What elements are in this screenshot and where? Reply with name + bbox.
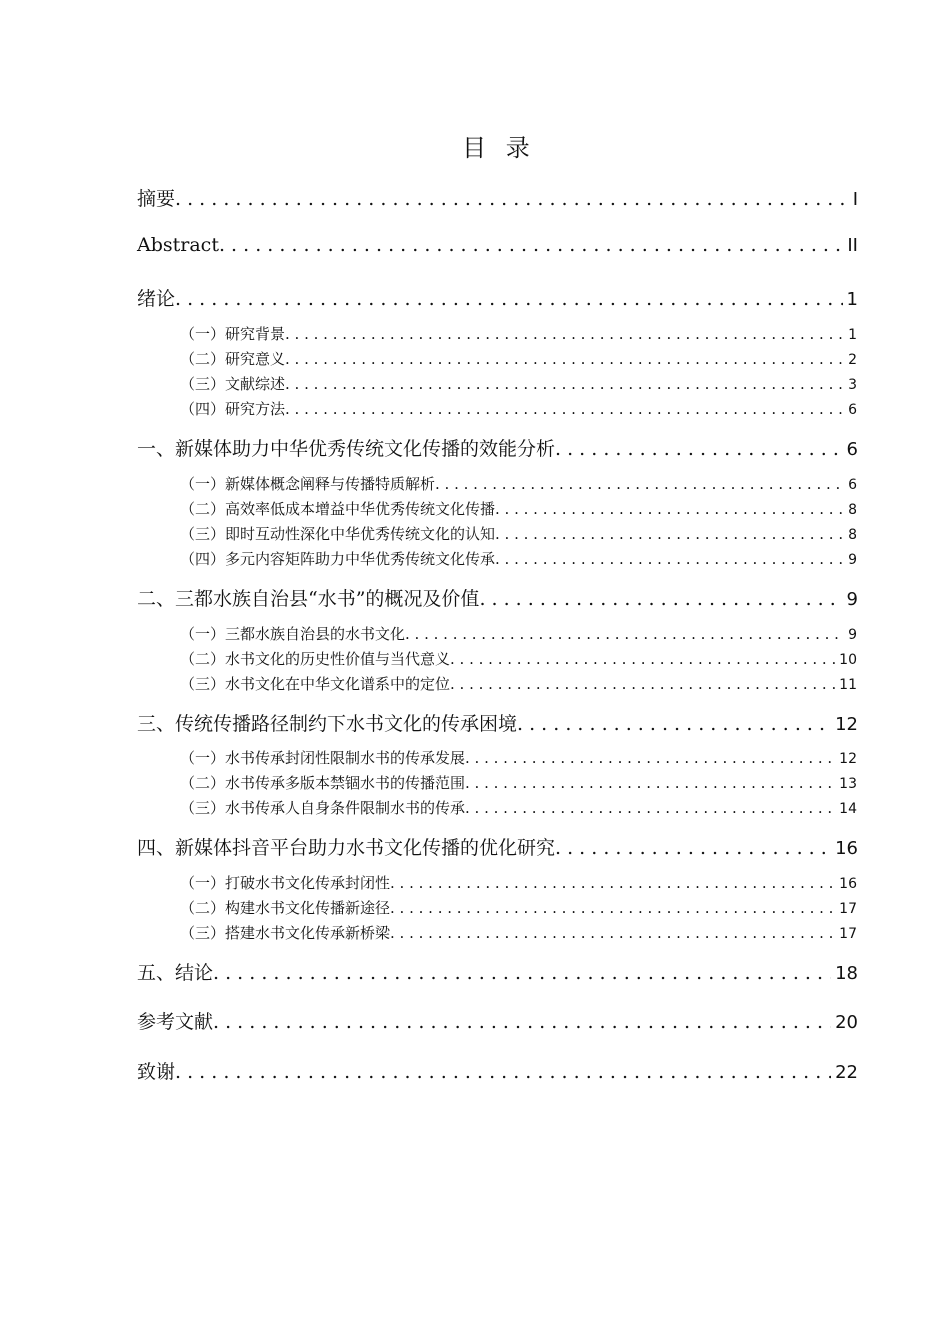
toc-entry-label: 一、新媒体助力中华优秀传统文化传播的效能分析: [137, 438, 556, 460]
toc-subentry[interactable]: [180, 897, 857, 918]
toc-entry-page: 1: [848, 327, 857, 343]
toc-entry-page: 6: [848, 402, 857, 418]
toc-entry-page: I: [852, 189, 858, 210]
toc-entry-page: 12: [835, 714, 858, 735]
toc-entry-page: 9: [848, 552, 857, 568]
toc-entry-page: 10: [839, 652, 857, 668]
toc-entry-label: 三、传统传播路径制约下水书文化的传承困境: [137, 713, 518, 735]
toc-entry-page: II: [847, 235, 858, 256]
dot-leader: [495, 525, 844, 543]
dot-leader: [517, 713, 831, 735]
toc-entry-page: 9: [846, 589, 858, 610]
toc-subentry[interactable]: [180, 398, 857, 419]
toc-entry-page: 8: [848, 527, 857, 543]
toc-subentry[interactable]: [180, 747, 857, 768]
toc-subentry[interactable]: [180, 872, 857, 893]
toc-entry-label: （二）研究意义: [180, 350, 286, 368]
dot-leader: [390, 874, 835, 892]
toc-entry-label: （一）三都水族自治县的水书文化: [180, 625, 406, 643]
toc-entry-acknowledgements[interactable]: [137, 1057, 858, 1084]
toc-entry-label: （一）研究背景: [180, 325, 286, 343]
dot-leader: [495, 500, 844, 518]
toc-entry-chapter-4[interactable]: [137, 833, 858, 860]
dot-leader: [479, 588, 842, 610]
toc-entry-chapter-2[interactable]: [137, 584, 858, 611]
toc-entry-chapter-3[interactable]: [137, 709, 858, 736]
toc-subentry[interactable]: [180, 648, 857, 669]
toc-entry-label: 摘要: [137, 188, 176, 210]
toc-entry-references[interactable]: [137, 1007, 858, 1034]
dot-leader: [285, 325, 844, 343]
toc-entry-label: 绪论: [137, 288, 176, 310]
toc-entry-label: （一）打破水书文化传承封闭性: [180, 874, 391, 892]
toc-entry-label: （三）文献综述: [180, 375, 286, 393]
toc-entry-page: 22: [835, 1062, 858, 1083]
toc-entry-introduction[interactable]: [137, 284, 858, 311]
toc-entry-page: 1: [846, 289, 858, 310]
toc-entry-label: （三）搭建水书文化传承新桥梁: [180, 924, 391, 942]
dot-leader: [465, 749, 835, 767]
toc-entry-page: 8: [848, 502, 857, 518]
toc-entry-page: 16: [839, 876, 857, 892]
dot-leader: [495, 550, 844, 568]
toc-entry-label: （二）构建水书文化传播新途径: [180, 899, 391, 917]
dot-leader: [213, 962, 831, 984]
dot-leader: [555, 837, 831, 859]
toc-entry-conclusion[interactable]: [137, 958, 858, 985]
toc-subentry[interactable]: [180, 323, 857, 344]
toc-entry-label: 二、三都水族自治县“水书”的概况及价值: [137, 588, 480, 610]
toc-entry-page: 16: [835, 838, 858, 859]
toc-entry-page: 9: [848, 627, 857, 643]
toc-entry-page: 12: [839, 751, 857, 767]
dot-leader: [213, 1011, 831, 1033]
toc-entry-label: （二）水书传承多版本禁锢水书的传播范围: [180, 774, 466, 792]
toc-entry-label: （一）新媒体概念阐释与传播特质解析: [180, 475, 436, 493]
dot-leader: [390, 899, 835, 917]
toc-entry-label: 参考文献: [137, 1011, 214, 1033]
toc-entry-chapter-1[interactable]: [137, 434, 858, 461]
dot-leader: [435, 475, 844, 493]
toc-subentry[interactable]: [180, 373, 857, 394]
toc-entry-label: （三）水书文化在中华文化谱系中的定位: [180, 675, 451, 693]
toc-entry-page: 17: [839, 926, 857, 942]
toc-entry-label: Abstract: [137, 234, 219, 256]
toc-entry-page: 18: [835, 963, 858, 984]
dot-leader: [219, 234, 843, 256]
dot-leader: [450, 675, 835, 693]
toc-subentry[interactable]: [180, 348, 857, 369]
dot-leader: [390, 924, 835, 942]
dot-leader: [175, 188, 849, 210]
dot-leader: [450, 650, 835, 668]
dot-leader: [555, 438, 843, 460]
dot-leader: [175, 1061, 831, 1083]
toc-entry-page: 6: [846, 439, 858, 460]
toc-entry-abstract-en[interactable]: [137, 234, 858, 256]
toc-subentry[interactable]: [180, 498, 857, 519]
toc-entry-label: 四、新媒体抖音平台助力水书文化传播的优化研究: [137, 837, 556, 859]
toc-entry-label: 致谢: [137, 1061, 176, 1083]
page-title: 目 录: [462, 134, 536, 162]
dot-leader: [285, 375, 844, 393]
toc-entry-page: 20: [835, 1012, 858, 1033]
toc-entry-label: （二）高效率低成本增益中华优秀传统文化传播: [180, 500, 496, 518]
dot-leader: [175, 288, 843, 310]
toc-entry-page: 14: [839, 801, 857, 817]
toc-entry-page: 3: [848, 377, 857, 393]
toc-entry-page: 17: [839, 901, 857, 917]
toc-entry-label: 五、结论: [137, 962, 214, 984]
toc-entry-label: （一）水书传承封闭性限制水书的传承发展: [180, 749, 466, 767]
dot-leader: [405, 625, 844, 643]
toc-entry-label: （四）研究方法: [180, 400, 286, 418]
toc-entry-page: 13: [839, 776, 857, 792]
toc-entry-page: 11: [839, 677, 857, 693]
toc-subentry[interactable]: [180, 922, 857, 943]
toc-entry-label: （三）水书传承人自身条件限制水书的传承: [180, 799, 466, 817]
toc-subentry[interactable]: [180, 523, 857, 544]
toc-subentry[interactable]: [180, 623, 857, 644]
toc-subentry[interactable]: [180, 473, 857, 494]
toc-entry-label: （三）即时互动性深化中华优秀传统文化的认知: [180, 525, 496, 543]
toc-entry-page: 2: [848, 352, 857, 368]
toc-subentry[interactable]: [180, 548, 857, 569]
toc-entry-label: （二）水书文化的历史性价值与当代意义: [180, 650, 451, 668]
toc-entry-page: 6: [848, 477, 857, 493]
toc-subentry[interactable]: [180, 797, 857, 818]
dot-leader: [465, 799, 835, 817]
toc-entry-label: （四）多元内容矩阵助力中华优秀传统文化传承: [180, 550, 496, 568]
dot-leader: [465, 774, 835, 792]
dot-leader: [285, 400, 844, 418]
dot-leader: [285, 350, 844, 368]
toc-subentry[interactable]: [180, 772, 857, 793]
toc-entry-abstract-cn[interactable]: [137, 184, 858, 211]
toc-subentry[interactable]: [180, 673, 857, 694]
